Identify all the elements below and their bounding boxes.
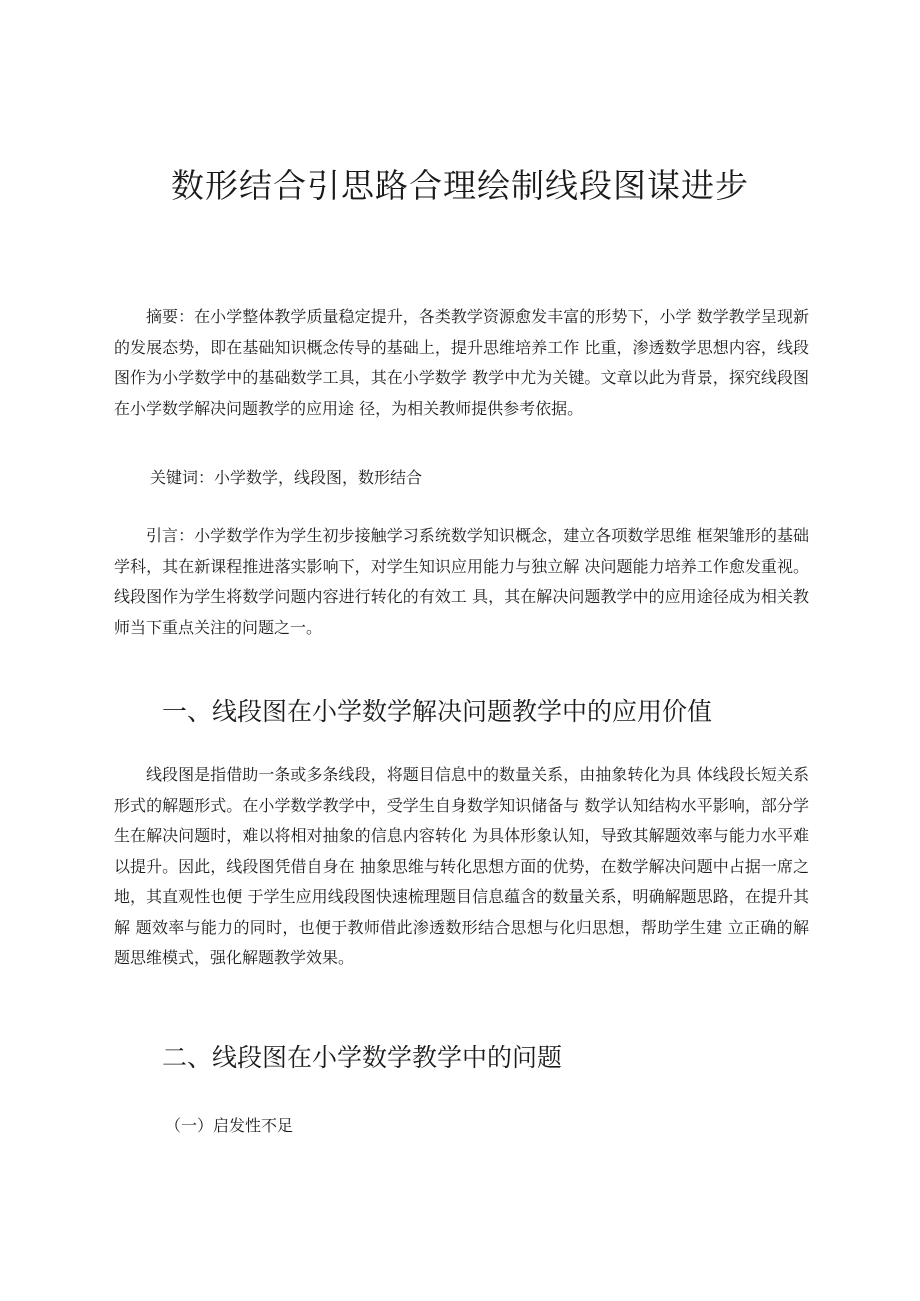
- section-1-paragraph: 线段图是指借助一条或多条线段，将题目信息中的数量关系，由抽象转化为具 体线段长短关系形式的解题形式。在小学数学教学中，受学生自身数学知识储备与 数学认知结构水平影响，部分学生在解决问题时，难以将相对抽象的信息内容转化 为具体形象认知，导致其解题效率与能力水平难以提升。因此，线段图凭借自身在 抽象思维与转化思想方面的优势，在数学解决问题中占据一席之地，其直观性也便 于学生应用线段图快速梳理题目信息蕴含的数量关系，明确解题思路，在提升其解 题效率与能力的同时，也便于教师借此渗透数形结合思想与化归思想，帮助学生建 立正确的解题思维模式，强化解题教学效果。: [114, 765, 809, 967]
- subsection-1-heading: （一）启发性不足: [165, 1116, 294, 1135]
- document-title: 数形结合引思路合理绘制线段图谋进步: [171, 166, 749, 205]
- section-1-heading: 一、线段图在小学数学解决问题教学中的应用价值: [162, 697, 713, 726]
- abstract-paragraph: 摘要：在小学整体教学质量稳定提升，各类教学资源愈发丰富的形势下，小学 数学教学呈现新的发展态势，即在基础知识概念传导的基础上，提升思维培养工作 比重，渗透数学思想内容，线段图作为小学数学中的基础数学工具，其在小学数学 教学中尤为关键。文章以此为背景，探究线段图在小学数学解决问题教学的应用途 径，为相关教师提供参考依据。: [114, 307, 809, 418]
- introduction-paragraph: 引言：小学数学作为学生初步接触学习系统数学知识概念，建立各项数学思维 框架雏形的基础学科，其在新课程推进落实影响下，对学生知识应用能力与独立解 决问题能力培养工作愈发重视。线段图作为学生将数学问题内容进行转化的有效工 具，其在解决问题教学中的应用途径成为相关教师当下重点关注的问题之一。: [114, 526, 809, 637]
- keywords-line: 关键词：小学数学，线段图，数形结合: [150, 468, 423, 487]
- section-2-heading: 二、线段图在小学数学教学中的问题: [162, 1043, 563, 1072]
